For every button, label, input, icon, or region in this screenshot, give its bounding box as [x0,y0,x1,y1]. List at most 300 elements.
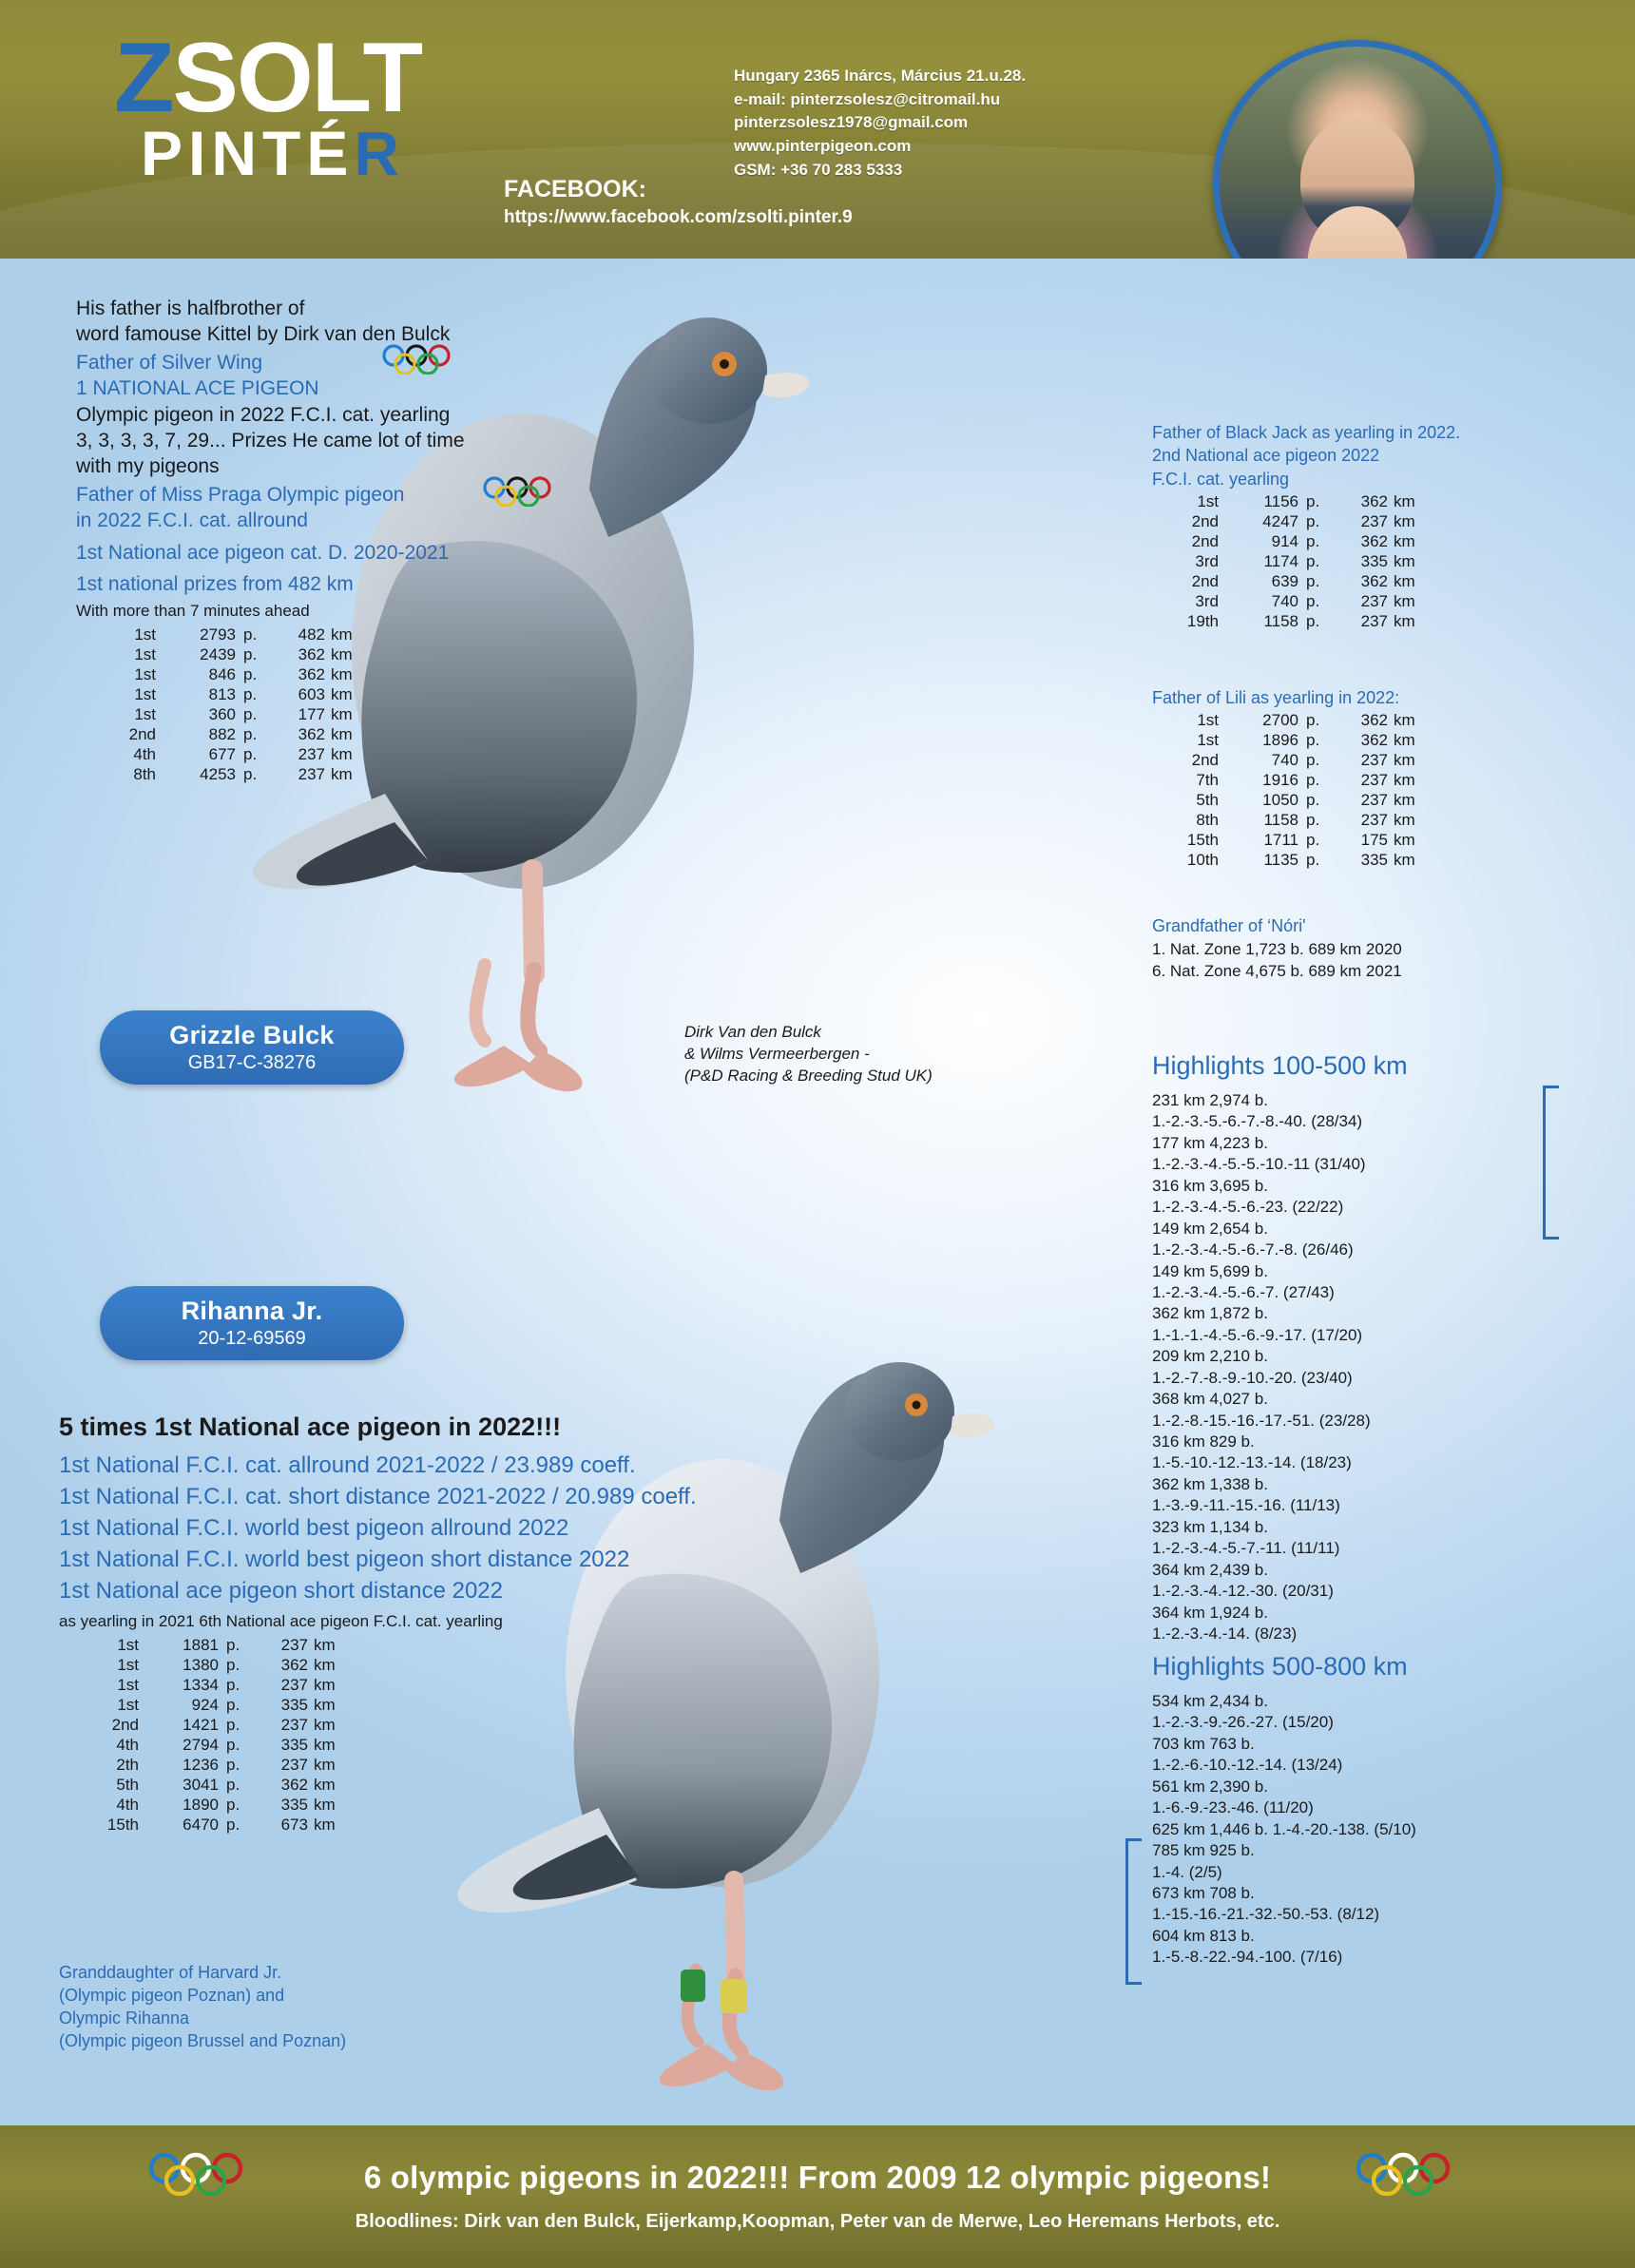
result-distance-unit: km [331,685,353,704]
highlights-500-800-title: Highlights 500-800 km [1152,1652,1408,1681]
result-place: 2nd [1191,571,1219,590]
result-distance: 237 [1360,511,1388,530]
result-birds-unit: p. [1306,711,1320,730]
result-birds: 1135 [1263,851,1298,870]
result-birds: 360 [208,705,236,724]
highlight-line: 1.-5.-10.-12.-13.-14. (18/23) [1152,1453,1352,1472]
result-place: 1st [117,1655,139,1674]
result-distance: 237 [280,1675,308,1694]
result-distance-unit: km [314,1795,336,1814]
result-row [86,1776,336,1796]
olympic-rings-icon-footer-right [1350,2152,1492,2196]
highlight-line: 1.-5.-8.-22.-94.-100. (7/16) [1152,1948,1343,1967]
result-row [103,625,353,645]
result-place: 1st [134,705,156,724]
highlight-line: 534 km 2,434 b. [1152,1692,1268,1710]
result-row [1165,811,1415,831]
result-row [1165,711,1415,731]
result-distance-unit: km [1394,611,1415,630]
highlights-500-800-block [1152,1652,1532,1969]
result-row [103,745,353,765]
result-birds-unit: p. [1306,751,1320,770]
result-distance-unit: km [314,1675,336,1694]
result-place: 4th [116,1795,139,1814]
result-row [1165,552,1415,572]
credit-line-1: Dirk Van den Bulck [684,1023,821,1041]
result-row [86,1816,336,1836]
result-distance-unit: km [314,1635,336,1654]
result-row [1165,612,1415,632]
lili-block [1152,686,1532,871]
pigeon1-ring: GB17-C-38276 [187,1052,317,1073]
result-birds-unit: p. [1306,791,1320,810]
result-place: 5th [116,1775,139,1794]
result-row [86,1716,336,1736]
contact-block [734,65,1026,182]
result-place: 19th [1186,611,1219,630]
black-jack-results-table [1165,492,1415,632]
result-birds: 2439 [200,645,236,664]
highlight-line: 1.-15.-16.-21.-32.-50.-53. (8/12) [1152,1905,1380,1924]
result-distance: 237 [1360,811,1388,830]
black-jack-heading-2: 2nd National ace pigeon 2022 [1152,446,1380,466]
result-distance-unit: km [314,1815,336,1834]
highlight-line: 1.-2.-7.-8.-9.-10.-20. (23/40) [1152,1368,1353,1387]
contact-line-5: GSM: +36 70 283 5333 [734,160,903,179]
result-place: 15th [106,1815,139,1834]
result-birds-unit: p. [226,1635,240,1654]
p1-black-2: 3, 3, 3, 3, 7, 29... Prizes He came lot of time [76,430,465,452]
contact-line-3: pinterzsolesz1978@gmail.com [734,113,969,132]
result-place: 2nd [1191,751,1219,770]
result-distance: 362 [1360,731,1388,750]
p2-blue-2: 1st National F.C.I. cat. short distance 2021-2022 / 20.989 coeff. [59,1484,697,1510]
result-row [103,705,353,725]
result-distance-unit: km [1394,771,1415,790]
result-row [86,1636,336,1656]
highlight-line: 316 km 829 b. [1152,1432,1255,1451]
pigeon2-description [59,1413,914,1836]
highlight-line: 1.-2.-3.-9.-26.-27. (15/20) [1152,1713,1334,1732]
nori-block [1152,914,1532,982]
logo-letter-r: R [354,118,406,188]
contact-line-2: e-mail: pinterzsolesz@citromail.hu [734,89,1001,108]
nori-heading: Grandfather of ‘Nóri' [1152,916,1306,935]
highlight-line: 1.-2.-3.-4.-5.-7.-11. (11/11) [1152,1539,1340,1558]
p1-blue-1: Father of Silver Wing [76,351,263,374]
highlight-line: 1.-2.-3.-4.-14. (8/23) [1152,1624,1298,1643]
result-row [1165,751,1415,771]
result-distance-unit: km [1394,731,1415,750]
result-birds: 882 [208,725,236,744]
pigeon1-name: Grizzle Bulck [169,1021,335,1049]
result-place: 1st [1197,491,1219,510]
result-birds-unit: p. [226,1795,240,1814]
result-place: 8th [1196,811,1219,830]
result-distance: 362 [1360,711,1388,730]
result-place: 1st [134,685,156,704]
result-distance-unit: km [1394,571,1415,590]
logo-letter-z: Z [114,23,173,133]
result-place: 1st [1197,711,1219,730]
result-place: 1st [117,1675,139,1694]
result-distance-unit: km [331,705,353,724]
result-row [86,1656,336,1676]
result-birds-unit: p. [1306,511,1320,530]
result-distance-unit: km [1394,751,1415,770]
result-distance-unit: km [1394,831,1415,850]
result-place: 7th [1196,771,1219,790]
result-place: 1st [134,645,156,664]
result-birds-unit: p. [226,1675,240,1694]
highlight-line: 149 km 5,699 b. [1152,1261,1268,1280]
result-row [103,765,353,785]
highlight-line: 1.-2.-3.-4.-5.-6.-7. (27/43) [1152,1282,1335,1301]
result-place: 2nd [1191,531,1219,550]
result-distance: 482 [298,625,325,644]
highlight-line: 785 km 925 b. [1152,1841,1255,1860]
nori-line-1: 1. Nat. Zone 1,723 b. 689 km 2020 [1152,940,1402,959]
p2-note: as yearling in 2021 6th National ace pigeon F.C.I. cat. yearling [59,1611,503,1630]
result-birds: 1174 [1263,551,1298,570]
result-row [1165,851,1415,871]
highlight-line: 1.-2.-3.-4.-5.-6.-23. (22/22) [1152,1198,1344,1217]
highlight-line: 1.-2.-6.-10.-12.-14. (13/24) [1152,1756,1343,1775]
highlight-line: 231 km 2,974 b. [1152,1091,1268,1109]
result-place: 4th [116,1735,139,1754]
result-birds: 4253 [200,765,236,784]
highlights-100-500-block [1152,1051,1532,1644]
result-birds-unit: p. [1306,551,1320,570]
highlight-line: 561 km 2,390 b. [1152,1777,1268,1796]
result-distance: 237 [1360,591,1388,610]
highlight-line: 1.-2.-3.-4.-5.-5.-10.-11 (31/40) [1152,1155,1366,1174]
result-distance-unit: km [1394,511,1415,530]
result-distance-unit: km [314,1715,336,1734]
result-birds: 6470 [183,1815,219,1834]
result-distance-unit: km [331,645,353,664]
p2-footnote-3: Olympic Rihanna [59,2009,190,2028]
pigeon2-ring: 20-12-69569 [198,1328,306,1349]
result-distance-unit: km [331,725,353,744]
highlight-line: 362 km 1,872 b. [1152,1304,1268,1323]
result-birds: 1890 [183,1795,219,1814]
highlight-line: 1.-2.-3.-5.-6.-7.-8.-40. (28/34) [1152,1112,1363,1131]
result-birds: 846 [208,665,236,684]
black-jack-block [1152,421,1532,632]
result-birds: 3041 [183,1775,219,1794]
result-place: 1st [134,665,156,684]
highlight-line: 1.-2.-3.-4.-12.-30. (20/31) [1152,1582,1334,1601]
result-distance: 237 [298,745,325,764]
result-distance: 177 [298,705,325,724]
result-place: 3rd [1195,551,1219,570]
pigeon1-description [76,297,646,785]
result-birds: 2794 [183,1735,219,1754]
result-birds: 914 [1271,531,1298,550]
result-birds-unit: p. [226,1775,240,1794]
highlight-line: 703 km 763 b. [1152,1734,1255,1753]
olympic-rings-icon-2 [479,476,584,507]
result-distance: 362 [280,1775,308,1794]
credit-line-3: (P&D Racing & Breeding Stud UK) [684,1066,933,1085]
result-distance-unit: km [1394,711,1415,730]
result-birds: 1050 [1262,791,1298,810]
pigeon2-footnote [59,1961,458,2052]
p1-intro-1: His father is halfbrother of [76,298,305,319]
highlight-line: 364 km 1,924 b. [1152,1603,1268,1622]
highlights-100-500-title: Highlights 100-500 km [1152,1051,1408,1080]
highlight-line: 1.-6.-9.-23.-46. (11/20) [1152,1798,1314,1817]
result-birds-unit: p. [243,645,258,664]
result-place: 2nd [111,1715,139,1734]
result-birds: 1380 [183,1655,219,1674]
highlight-line: 368 km 4,027 b. [1152,1390,1268,1409]
highlight-line: 673 km 708 b. [1152,1883,1255,1902]
p2-footnote-2: (Olympic pigeon Poznan) and [59,1986,285,2006]
footer-bloodlines: Bloodlines: Dirk van den Bulck, Eijerkamp,Koopman, Peter van de Merwe, Leo Heremans Herbots, etc. [355,2211,1280,2232]
result-row [86,1736,336,1756]
result-birds-unit: p. [226,1815,240,1834]
result-row [1165,731,1415,751]
pigeon1-breeder-credit [684,1022,998,1087]
highlight-line: 1.-2.-3.-4.-5.-6.-7.-8. (26/46) [1152,1240,1354,1259]
credit-line-2: & Wilms Vermeerbergen - [684,1044,870,1063]
highlight-line: 1.-3.-9.-11.-15.-16. (11/13) [1152,1496,1340,1515]
p1-black-1: Olympic pigeon in 2022 F.C.I. cat. yearling [76,404,451,427]
result-distance-unit: km [1394,491,1415,510]
result-distance-unit: km [1394,791,1415,810]
result-birds: 1158 [1263,811,1298,830]
result-birds-unit: p. [1306,831,1320,850]
p1-note: With more than 7 minutes ahead [76,602,310,621]
result-birds-unit: p. [226,1735,240,1754]
result-distance-unit: km [314,1775,336,1794]
p2-footnote-1: Granddaughter of Harvard Jr. [59,1963,282,1982]
result-birds: 639 [1271,571,1298,590]
result-distance: 335 [1360,851,1388,870]
result-place: 1st [117,1635,139,1654]
highlight-line: 209 km 2,210 b. [1152,1347,1268,1366]
p1-blue-3: Father of Miss Praga Olympic pigeon [76,483,405,506]
result-distance: 335 [280,1735,308,1754]
result-row [86,1696,336,1716]
result-birds: 924 [191,1695,219,1714]
result-birds: 1711 [1263,831,1298,850]
result-distance-unit: km [331,625,353,644]
result-birds: 2700 [1262,711,1298,730]
result-birds: 1881 [183,1635,219,1654]
name-pill-grizzle-bulck [100,1010,404,1085]
p1-intro-2: word famouse Kittel by Dirk van den Bulck [76,322,451,345]
result-birds-unit: p. [1306,811,1320,830]
result-birds: 1334 [183,1675,219,1694]
result-distance: 237 [1360,611,1388,630]
result-birds-unit: p. [226,1755,240,1774]
result-distance-unit: km [1394,851,1415,870]
result-row [1165,831,1415,851]
result-birds-unit: p. [1306,591,1320,610]
p1-blue-5: 1st National ace pigeon cat. D. 2020-2021 [76,541,450,564]
p1-black-3: with my pigeons [76,455,220,478]
lili-results-table [1165,711,1415,871]
result-birds-unit: p. [1306,851,1320,870]
result-birds: 740 [1271,591,1298,610]
result-distance-unit: km [1394,551,1415,570]
result-distance: 237 [298,765,325,784]
highlight-line: 149 km 2,654 b. [1152,1219,1268,1238]
result-distance-unit: km [314,1695,336,1714]
result-birds-unit: p. [226,1695,240,1714]
result-distance-unit: km [1394,811,1415,830]
highlights-500-800-list [1152,1691,1532,1969]
result-birds-unit: p. [1306,731,1320,750]
facebook-url[interactable]: https://www.facebook.com/zsolti.pinter.9 [504,207,853,227]
result-distance-unit: km [1394,531,1415,550]
result-birds-unit: p. [226,1655,240,1674]
result-birds: 813 [208,685,236,704]
result-row [86,1796,336,1816]
result-birds: 1158 [1263,611,1298,630]
highlight-line: 1.-4. (2/5) [1152,1862,1222,1881]
result-distance-unit: km [314,1755,336,1774]
result-row [1165,492,1415,512]
highlight-line: 604 km 813 b. [1152,1926,1255,1945]
result-row [1165,771,1415,791]
result-distance: 362 [298,645,325,664]
result-distance: 362 [298,665,325,684]
highlight-line: 177 km 4,223 b. [1152,1133,1268,1152]
result-distance: 603 [298,685,325,704]
result-birds: 1421 [183,1715,219,1734]
footer-headline: 6 olympic pigeons in 2022!!! From 2009 12 olympic pigeons! [363,2160,1272,2195]
result-birds: 1156 [1263,491,1298,510]
logo-text-solt: SOLT [172,23,422,133]
result-birds-unit: p. [243,625,258,644]
result-row [1165,572,1415,592]
result-birds-unit: p. [243,765,258,784]
result-place: 10th [1186,851,1219,870]
result-row [1165,532,1415,552]
p1-blue-4: in 2022 F.C.I. cat. allround [76,509,308,532]
result-distance-unit: km [314,1655,336,1674]
highlight-line: 1.-1.-1.-4.-5.-6.-9.-17. (17/20) [1152,1325,1363,1344]
result-birds-unit: p. [1306,491,1320,510]
contact-line-1: Hungary 2365 Inárcs, Március 21.u.28. [734,67,1027,85]
result-distance-unit: km [314,1735,336,1754]
result-distance: 362 [1360,571,1388,590]
highlights-bracket-2 [1125,1838,1142,1985]
result-row [1165,592,1415,612]
owner-photo [1213,40,1502,259]
result-row [1165,512,1415,532]
highlight-line: 364 km 2,439 b. [1152,1560,1268,1579]
olympic-rings-icon-footer-left [143,2152,285,2196]
p2-blue-1: 1st National F.C.I. cat. allround 2021-2022 / 23.989 coeff. [59,1452,636,1478]
pigeon2-results-table [86,1636,336,1836]
result-place: 4th [133,745,156,764]
result-birds-unit: p. [1306,771,1320,790]
p1-blue-6: 1st national prizes from 482 km [76,572,354,595]
result-row [103,685,353,705]
result-distance-unit: km [331,765,353,784]
result-birds-unit: p. [243,745,258,764]
result-distance: 237 [280,1715,308,1734]
result-place: 2nd [128,725,156,744]
result-row [103,725,353,745]
result-row [103,645,353,665]
p2-blue-4: 1st National F.C.I. world best pigeon short distance 2022 [59,1547,630,1573]
result-place: 3rd [1195,591,1219,610]
pigeon2-name: Rihanna Jr. [181,1297,323,1325]
highlights-bracket-1 [1543,1086,1559,1240]
highlight-line: 1.-2.-8.-15.-16.-17.-51. (23/28) [1152,1411,1371,1430]
contact-line-4: www.pinterpigeon.com [734,136,912,155]
result-birds-unit: p. [226,1715,240,1734]
p2-blue-3: 1st National F.C.I. world best pigeon allround 2022 [59,1515,569,1542]
result-distance: 237 [280,1755,308,1774]
p2-blue-5: 1st National ace pigeon short distance 2022 [59,1578,503,1605]
result-row [103,665,353,685]
highlights-100-500-list [1152,1090,1532,1644]
result-row [86,1676,336,1696]
result-distance: 362 [1360,491,1388,510]
result-birds: 740 [1271,751,1298,770]
page-footer [0,2125,1635,2268]
result-place: 5th [1196,791,1219,810]
pigeon1-results-table [103,625,353,785]
pigeon2-headline: 5 times 1st National ace pigeon in 2022!!! [59,1413,562,1441]
result-birds: 1236 [183,1755,219,1774]
result-row [1165,791,1415,811]
highlight-line: 625 km 1,446 b. 1.-4.-20.-138. (5/10) [1152,1819,1416,1838]
result-row [86,1756,336,1776]
result-birds: 1896 [1262,731,1298,750]
result-distance-unit: km [331,745,353,764]
highlight-line: 362 km 1,338 b. [1152,1474,1268,1493]
highlight-line: 323 km 1,134 b. [1152,1517,1268,1536]
result-place: 1st [1197,731,1219,750]
result-distance: 335 [1360,551,1388,570]
result-birds-unit: p. [243,665,258,684]
result-birds: 4247 [1262,511,1298,530]
result-birds: 677 [208,745,236,764]
brand-logo [114,23,703,200]
result-distance-unit: km [331,665,353,684]
result-distance: 237 [1360,751,1388,770]
olympic-rings-icon-1 [378,344,483,375]
result-distance: 362 [280,1655,308,1674]
result-place: 1st [134,625,156,644]
result-distance: 237 [1360,791,1388,810]
logo-text-pinter: PINTÉ [141,118,355,188]
lili-heading: Father of Lili as yearling in 2022: [1152,688,1400,707]
result-distance: 673 [280,1815,308,1834]
result-distance: 237 [1360,771,1388,790]
result-birds-unit: p. [1306,571,1320,590]
result-distance: 362 [1360,531,1388,550]
highlight-line: 316 km 3,695 b. [1152,1176,1268,1195]
result-distance-unit: km [1394,591,1415,610]
result-distance: 335 [280,1695,308,1714]
result-birds-unit: p. [243,705,258,724]
result-birds-unit: p. [243,685,258,704]
result-birds-unit: p. [1306,611,1320,630]
result-place: 2th [116,1755,139,1774]
result-birds-unit: p. [243,725,258,744]
result-birds: 2793 [200,625,236,644]
result-distance: 335 [280,1795,308,1814]
